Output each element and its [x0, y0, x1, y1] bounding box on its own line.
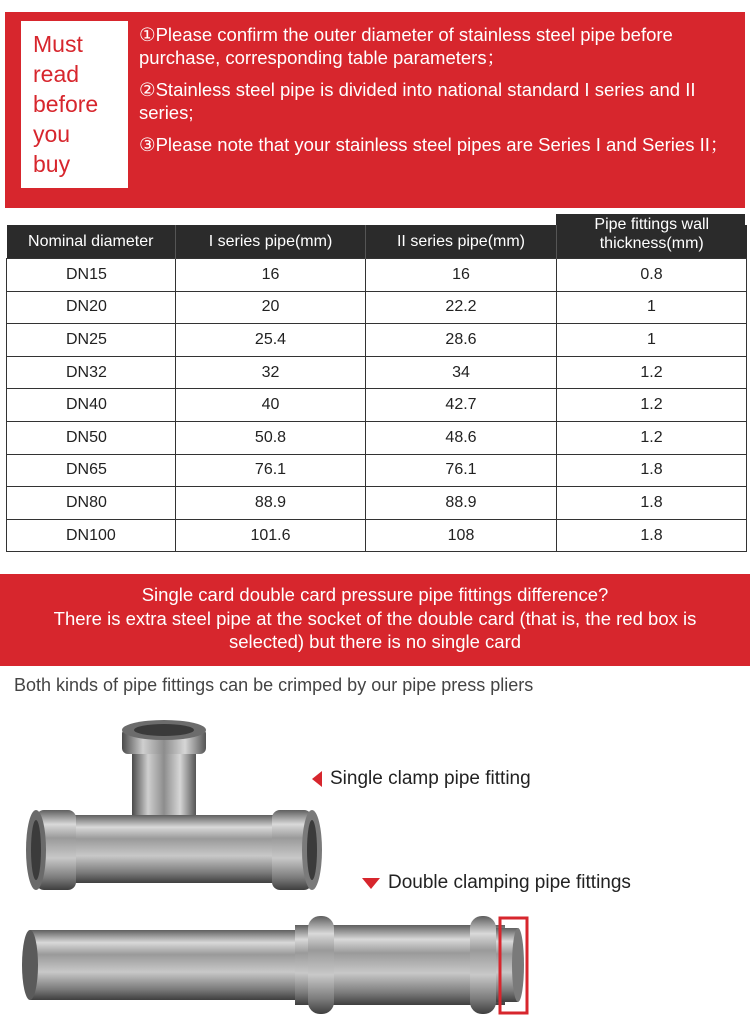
table-cell: 1.8 [557, 454, 747, 487]
table-cell: DN32 [7, 356, 176, 389]
table-cell: DN15 [7, 259, 176, 292]
must-read-word: read [33, 61, 80, 87]
table-cell: 50.8 [176, 421, 366, 454]
tee-fitting [26, 720, 322, 890]
table-cell: DN50 [7, 421, 176, 454]
table-cell: 20 [176, 291, 366, 324]
must-read-word: before [33, 91, 99, 117]
table-cell: DN40 [7, 389, 176, 422]
table-cell: 0.8 [557, 259, 747, 292]
notes-list [139, 23, 739, 165]
single-clamp-label [312, 768, 531, 790]
banner-explanation-2: selected) but there is no single card [228, 631, 522, 652]
table-cell: 22.2 [366, 291, 557, 324]
table-cell: 108 [366, 519, 557, 552]
double-clamp-text: Double clamping pipe fittings [388, 872, 631, 893]
table-cell: 76.1 [366, 454, 557, 487]
table-cell: DN20 [7, 291, 176, 324]
table-cell: 32 [176, 356, 366, 389]
table-row [7, 487, 747, 520]
table-cell: 88.9 [176, 487, 366, 520]
difference-banner [0, 574, 750, 666]
table-cell: 1 [557, 291, 747, 324]
table-row [7, 519, 747, 552]
table-cell: 1 [557, 324, 747, 357]
table-cell: DN100 [7, 519, 176, 552]
must-read-word: you [33, 121, 71, 147]
must-read-box [21, 21, 128, 188]
table-cell: 48.6 [366, 421, 557, 454]
red-arrow-down-icon [362, 878, 380, 889]
table-cell: 28.6 [366, 324, 557, 357]
must-read-word: buy [33, 151, 71, 177]
table-cell: 1.8 [557, 487, 747, 520]
table-row [7, 259, 747, 292]
table-row [7, 324, 747, 357]
table-row [7, 291, 747, 324]
single-clamp-text: Single clamp pipe fitting [330, 768, 531, 789]
spec-table [6, 216, 747, 552]
table-cell: 42.7 [366, 389, 557, 422]
note-1: ①Please confirm the outer diameter of stainless steel pipe before purchase, corresponding table parameters； [139, 24, 673, 68]
crimp-caption: Both kinds of pipe fittings can be crimped by our pipe press pliers [14, 675, 534, 695]
table-cell: 1.2 [557, 389, 747, 422]
table-cell: 101.6 [176, 519, 366, 552]
table-cell: 40 [176, 389, 366, 422]
table-cell: 1.2 [557, 356, 747, 389]
header-wall-thickness [557, 216, 747, 259]
banner-explanation-1: There is extra steel pipe at the socket of the double card (that is, the red box is [53, 607, 697, 629]
table-cell: 76.1 [176, 454, 366, 487]
table-header-row [7, 225, 747, 259]
table-row [7, 356, 747, 389]
header-nominal-diameter: Nominal diameter [7, 225, 176, 259]
table-cell: 88.9 [366, 487, 557, 520]
table-cell: 25.4 [176, 324, 366, 357]
table-cell: DN25 [7, 324, 176, 357]
note-3: ③Please note that your stainless steel pipes are Series I and Series II； [139, 134, 729, 155]
table-cell: 16 [176, 259, 366, 292]
table-cell: DN65 [7, 454, 176, 487]
table-row [7, 421, 747, 454]
header-series-1: I series pipe(mm) [176, 225, 366, 259]
header-series-2: II series pipe(mm) [366, 225, 557, 259]
table-cell: 34 [366, 356, 557, 389]
red-arrow-left-icon [312, 771, 322, 787]
pipe-fittings-illustration [0, 700, 750, 1030]
table-row [7, 389, 747, 422]
notice-panel [5, 12, 745, 208]
table-cell: DN80 [7, 487, 176, 520]
must-read-word: Must [33, 31, 83, 57]
table-row [7, 454, 747, 487]
table-cell: 1.8 [557, 519, 747, 552]
double-clamp-fitting [22, 916, 527, 1014]
table-cell: 1.2 [557, 421, 747, 454]
header-wall-thickness-label: Pipe fittings wall thickness(mm) [594, 216, 710, 252]
note-2: ②Stainless steel pipe is divided into national standard I series and II series; [139, 79, 696, 123]
table-cell: 16 [366, 259, 557, 292]
double-clamp-label [362, 872, 631, 894]
banner-question: Single card double card pressure pipe fittings difference? [141, 584, 609, 605]
